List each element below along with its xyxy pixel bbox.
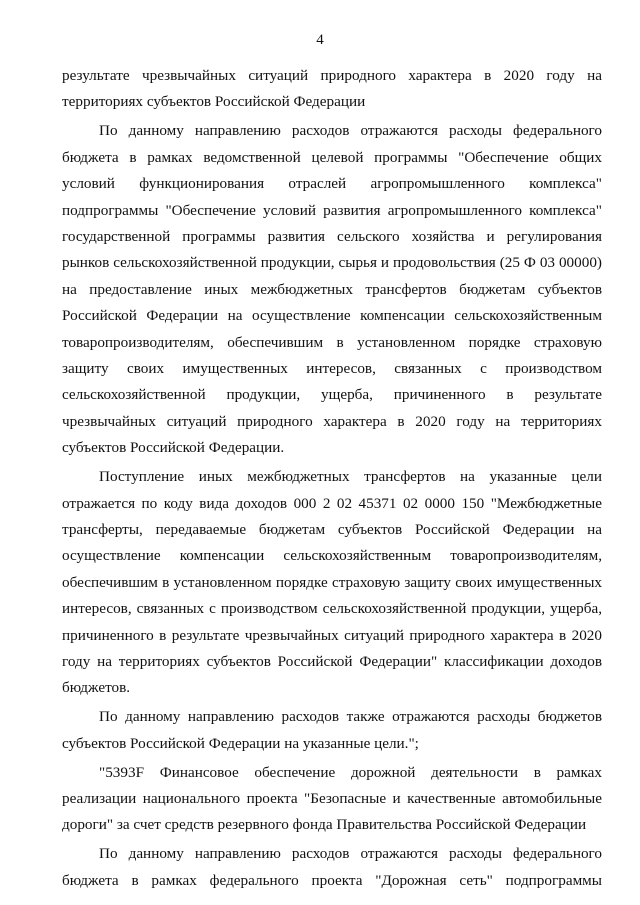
document-body bbox=[62, 63, 602, 897]
paragraph-5393f-heading: "5393F Финансовое обеспечение дорожной деятельности в рамках реализации национального проекта "Безопасные и качественные автомобильные дороги" за счет средств резервного фонда Правительства Российской Федерации bbox=[62, 763, 602, 834]
paragraph-expenditure-description: По данному направлению расходов отражаются расходы федерального бюджета в рамках ведомственной целевой программы "Обеспечение общих условий функционирования отраслей агропромышленного комплекса" подпрограммы "Обеспечение условий развития агропромышленного комплекса" государственной программы развития сельского хозяйства и регулирования рынков сельскохозяйственной продукции, сырья и продовольствия (25 Ф 03 00000) на предоставление иных межбюджетных трансфертов бюджетам субъектов Российской Федерации на осуществление компенсации сельскохозяйственным товаропроизводителям, обеспечившим в установленном порядке страховую защиту своих имущественных интересов, связанных с производством сельскохозяйственной продукции, ущерба, причиненного в результате чрезвычайных ситуаций природного характера в 2020 году на территориях субъектов Российской Федерации. bbox=[62, 122, 602, 457]
page-number: 4 bbox=[316, 32, 324, 48]
paragraph-revenue-code: Поступление иных межбюджетных трансфертов на указанные цели отражается по коду вида доходов 000 2 02 45371 02 0000 150 "Межбюджетные трансферты, передаваемые бюджетам субъектов Российской Федерации на осуществление компенсации сельскохозяйственным товаропроизводителям, обеспечившим в установленном порядке страховую защиту своих имущественных интересов, связанных с производством сельскохозяйственной продукции, ущерба, причиненного в результате чрезвычайных ситуаций природного характера в 2020 году на территориях субъектов Российской Федерации" классификации доходов бюджетов. bbox=[62, 468, 602, 697]
paragraph-continuation: результате чрезвычайных ситуаций природного характера в 2020 году на территориях субъектов Российской Федерации bbox=[62, 67, 602, 111]
paragraph-regional-expenditure: По данному направлению расходов также отражаются расходы бюджетов субъектов Российской Федерации на указанные цели."; bbox=[62, 708, 602, 752]
paragraph-road-network: По данному направлению расходов отражаются расходы федерального бюджета в рамках федерального проекта "Дорожная сеть" подпрограммы bbox=[62, 845, 602, 889]
